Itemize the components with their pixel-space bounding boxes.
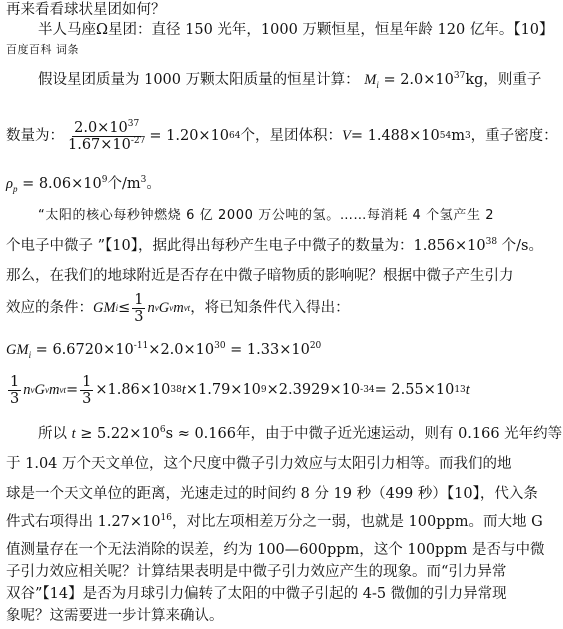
math-text: ×2.3929×10 [266,382,361,398]
math-operator: = [65,382,79,398]
text-line-7 [38,206,494,226]
text-line-2 [38,20,554,40]
text-line-16 [6,512,543,532]
fraction-numerator: 1 [10,373,20,390]
text-line-15 [6,484,538,504]
line-text: 象呢？这需要进一步计算来确认。 [6,608,224,624]
math-text: m [451,128,465,144]
line-text: 个/m [107,176,141,192]
math-symbol: t [71,426,76,442]
line-text: ，将已知条件代入得出： [190,300,350,316]
math-subscript: i [376,79,379,90]
math-symbol: t [465,382,470,398]
math-exponent: 9 [101,175,108,186]
text-line-3 [6,40,79,60]
text-line-14 [6,454,512,474]
math-symbol: n [147,300,155,316]
text-line-12: $\frac{1}{3}$ n ν G ν m νt = $\frac{1}{3}$ ×1.86×10 38 t ×1.79×10 9 ×2.3929×10 -34 = 2.55×10 13 t [10,373,470,407]
text-line-9 [6,266,514,286]
math-symbol: G [34,382,45,398]
fraction [80,374,93,407]
text-line-11 [6,340,321,360]
fraction-denominator: 3 [82,390,92,407]
math-symbol: G [158,300,170,316]
line-text: s ≈ 0.166年，由于中微子近光速运动，则有 0.166 光年约等 [165,426,563,442]
math-exponent: -11 [133,341,149,352]
math-exponent: 37 [127,118,140,129]
line-text: 再来看看球状星团如何？ [6,2,166,18]
line-text: 半人马座Ω星团：直径 150 光年，1000 万颗恒星，恒星年龄 120 亿年。【10】 [38,22,554,38]
line-text: 球是一个天文单位的距离，光速走过的时间约 8 分 19 秒（499 秒）【10】，代入条 [6,486,538,502]
text-line-19 [6,584,507,604]
text-line-6 [6,174,161,194]
math-subscript: p [12,183,18,194]
math-text: = 2.0×10 [378,72,454,88]
line-text: “太阳的核心每秒钟燃烧 6 亿 2000 万公吨的氢。……每消耗 4 个氢产生 2 [38,208,495,223]
line-text: 效应的条件： [6,300,93,316]
line-text: 。 [146,176,161,192]
line-text: 双谷”【14】是否为月球引力偏转了太阳的中微子引起的 4-5 微伽的引力异常现 [6,586,507,602]
math-text: ×1.79×10 [185,382,261,398]
text-line-17 [6,540,544,560]
line-text: 个电子中微子 ”【10】，据此得出每秒产生电子中微子的数量为：1.856×10 [6,238,486,254]
math-exponent: 38 [485,237,498,248]
math-symbol: n [23,382,31,398]
text-line-18 [6,562,506,582]
fraction [132,292,145,325]
math-text: ×2.0×10 [148,342,215,358]
fraction-denominator [66,137,147,153]
math-exponent: 6 [159,425,166,436]
line-text: 个，星团体积： [240,128,342,144]
text-line-1 [6,0,166,20]
line-text: 假设星团质量为 1000 万颗太阳质量的恒星计算： [38,72,360,88]
line-text: 百度百科 词条 [6,43,79,56]
math-exponent: 30 [214,341,226,352]
math-symbol: M [364,72,377,88]
math-symbol: ρ [6,176,13,192]
math-symbol: m [48,382,60,398]
math-exponent: 37 [453,71,466,82]
line-text: 值测量存在一个无法消除的误差，约为 100—600ppm，这个 100ppm 是否与中微 [6,542,545,558]
math-symbol: t [181,382,186,398]
math-exponent: 16 [160,513,172,524]
math-text: = 6.6720×10 [31,342,134,358]
math-operator: ≤ [118,300,131,316]
math-text: = 1.488×10 [350,128,440,144]
text-line-4 [38,70,541,90]
math-text: 2.0×10 [74,119,128,136]
line-text: 数量为： [6,128,64,144]
text-line-13 [38,424,562,444]
math-text: = 1.20×10 [149,128,230,144]
fraction [66,120,147,153]
fraction-denominator: 3 [134,308,144,325]
math-text: = 1.33×10 [225,342,310,358]
line-text: 那么，在我们的地球附近是否存在中微子暗物质的影响呢？根据中微子产生引力 [6,268,514,284]
line-text: ，重子密度： [470,128,558,144]
text-line-10: 效应的条件： GM i ≤ $\frac{1}{3}$ n ν G ν m νt ，将已知条件代入得出： [6,291,350,325]
math-text: ≥ 5.22×10 [75,426,160,442]
line-text: kg，则重子 [465,72,542,88]
fraction [8,374,21,407]
math-subscript: i [28,349,32,360]
math-text: ×1.86×10 [95,382,171,398]
math-exponent: -27 [130,135,146,146]
line-text: ，对比左项相差万分之一弱，也就是 100ppm。而大地 G [171,514,543,530]
fraction-numerator: 1 [134,291,144,308]
line-text: 个/s。 [497,238,543,254]
text-line-8 [6,236,543,256]
math-symbol: GM [93,300,116,316]
line-text: 子引力效应相关呢？计算结果表明是中微子引力效应产生的现象。而“引力异常 [6,564,507,580]
math-symbol: m [173,300,184,316]
math-exponent: 20 [309,341,322,352]
math-exponent: 3 [140,175,147,186]
line-text: 件式右项得出 1.27×10 [6,514,161,530]
fraction-denominator: 3 [10,390,20,407]
text-line-5: 数量为： $\frac{2.0\times 10^{37}}{1.67\times 10^{-27}}$ = 1.20×10 64 个，星团体积： V = 1.488×10 54 m 3 ，重子密度： [6,118,558,153]
fraction-numerator [72,120,141,137]
math-symbol: GM [6,342,29,358]
line-text: 于 1.04 万个天文单位，这个尺度中微子引力效应与太阳引力相等。而我们的地 [6,456,512,472]
math-text: = 2.55×10 [374,382,455,398]
text-line-20 [6,606,224,626]
math-symbol: V [342,128,351,144]
math-text: 1.67×10 [68,136,131,153]
math-text: = 8.06×10 [17,176,102,192]
fraction-numerator: 1 [82,373,92,390]
line-text: 所以 [38,426,72,442]
